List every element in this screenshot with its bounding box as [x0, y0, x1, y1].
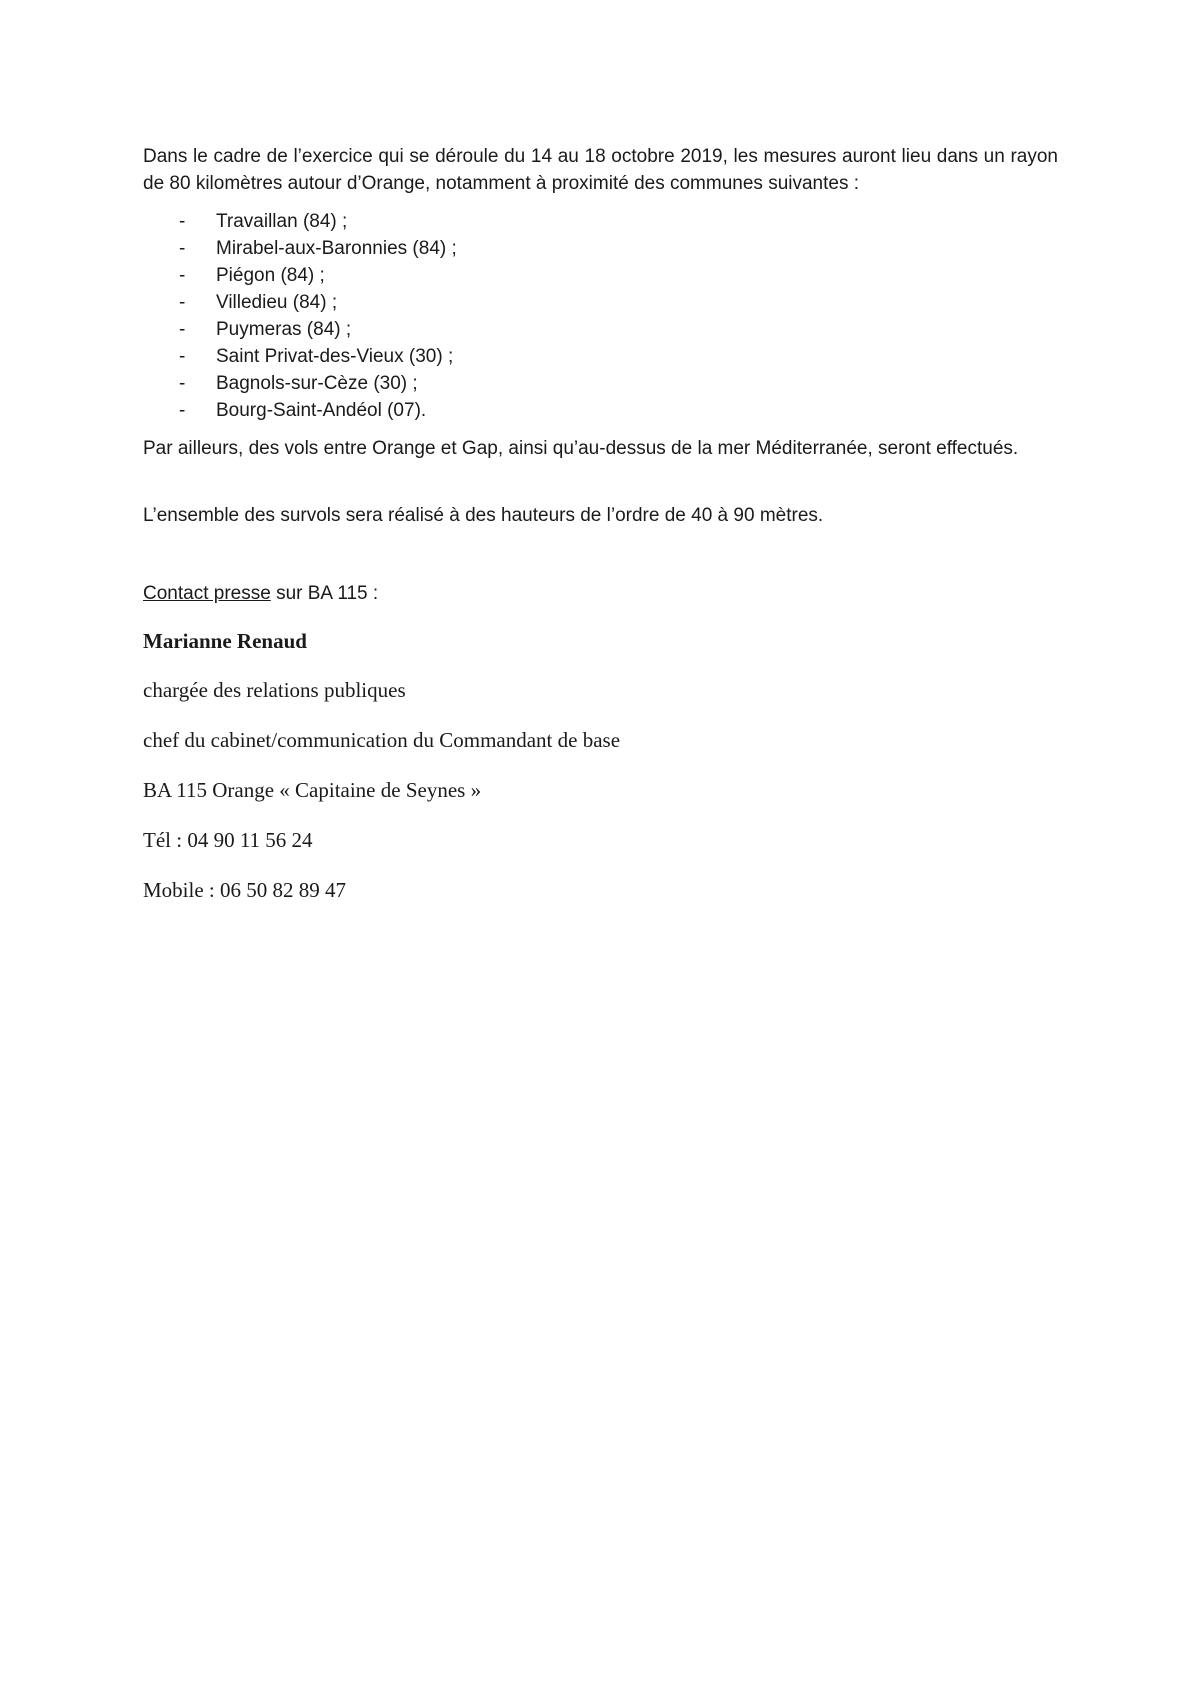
list-bullet: -: [179, 319, 186, 340]
intro-paragraph: Dans le cadre de l’exercice qui se déroule du 14 au 18 octobre 2019, les mesures auront lieu dans un rayon de 80 kilomètres autour d’Orange, notamment à proximité des communes suivantes :: [143, 146, 1058, 194]
commune-label: Bagnols-sur-Cèze (30) ;: [216, 373, 418, 394]
list-bullet: -: [179, 400, 186, 421]
commune-label: Bourg-Saint-Andéol (07).: [216, 400, 427, 421]
list-bullet: -: [179, 265, 186, 286]
commune-label: Piégon (84) ;: [216, 265, 325, 286]
list-item: [143, 343, 943, 370]
list-item: [143, 208, 943, 235]
list-item: [143, 262, 943, 289]
press-contact-heading: [143, 580, 378, 607]
contact-function: chef du cabinet/communication du Commandant de base: [143, 728, 621, 752]
list-bullet: -: [179, 373, 186, 394]
contact-base: BA 115 Orange « Capitaine de Seynes »: [143, 778, 482, 802]
flights-paragraph: Par ailleurs, des vols entre Orange et Gap, ainsi qu’au-dessus de la mer Méditerranée, seront effectués.: [143, 438, 1019, 459]
communes-list: [143, 208, 943, 424]
commune-label: Villedieu (84) ;: [216, 292, 338, 313]
list-item: [143, 370, 943, 397]
list-bullet: -: [179, 211, 186, 232]
commune-label: Saint Privat-des-Vieux (30) ;: [216, 346, 454, 367]
commune-label: Travaillan (84) ;: [216, 211, 348, 232]
list-bullet: -: [179, 238, 186, 259]
contact-name: Marianne Renaud: [143, 629, 307, 653]
list-bullet: -: [179, 292, 186, 313]
list-item: [143, 289, 943, 316]
list-item: [143, 235, 943, 262]
commune-label: Puymeras (84) ;: [216, 319, 352, 340]
list-bullet: -: [179, 346, 186, 367]
contact-mobile: Mobile : 06 50 82 89 47: [143, 878, 346, 902]
press-contact-suffix: sur BA 115 :: [270, 583, 379, 604]
contact-phone: Tél : 04 90 11 56 24: [143, 828, 313, 852]
contact-role: chargée des relations publiques: [143, 678, 406, 702]
list-item: [143, 316, 943, 343]
altitude-paragraph: L’ensemble des survols sera réalisé à des hauteurs de l’ordre de 40 à 90 mètres.: [143, 505, 824, 526]
commune-label: Mirabel-aux-Baronnies (84) ;: [216, 238, 457, 259]
press-contact-label: Contact presse: [143, 583, 271, 604]
list-item: [143, 397, 943, 424]
